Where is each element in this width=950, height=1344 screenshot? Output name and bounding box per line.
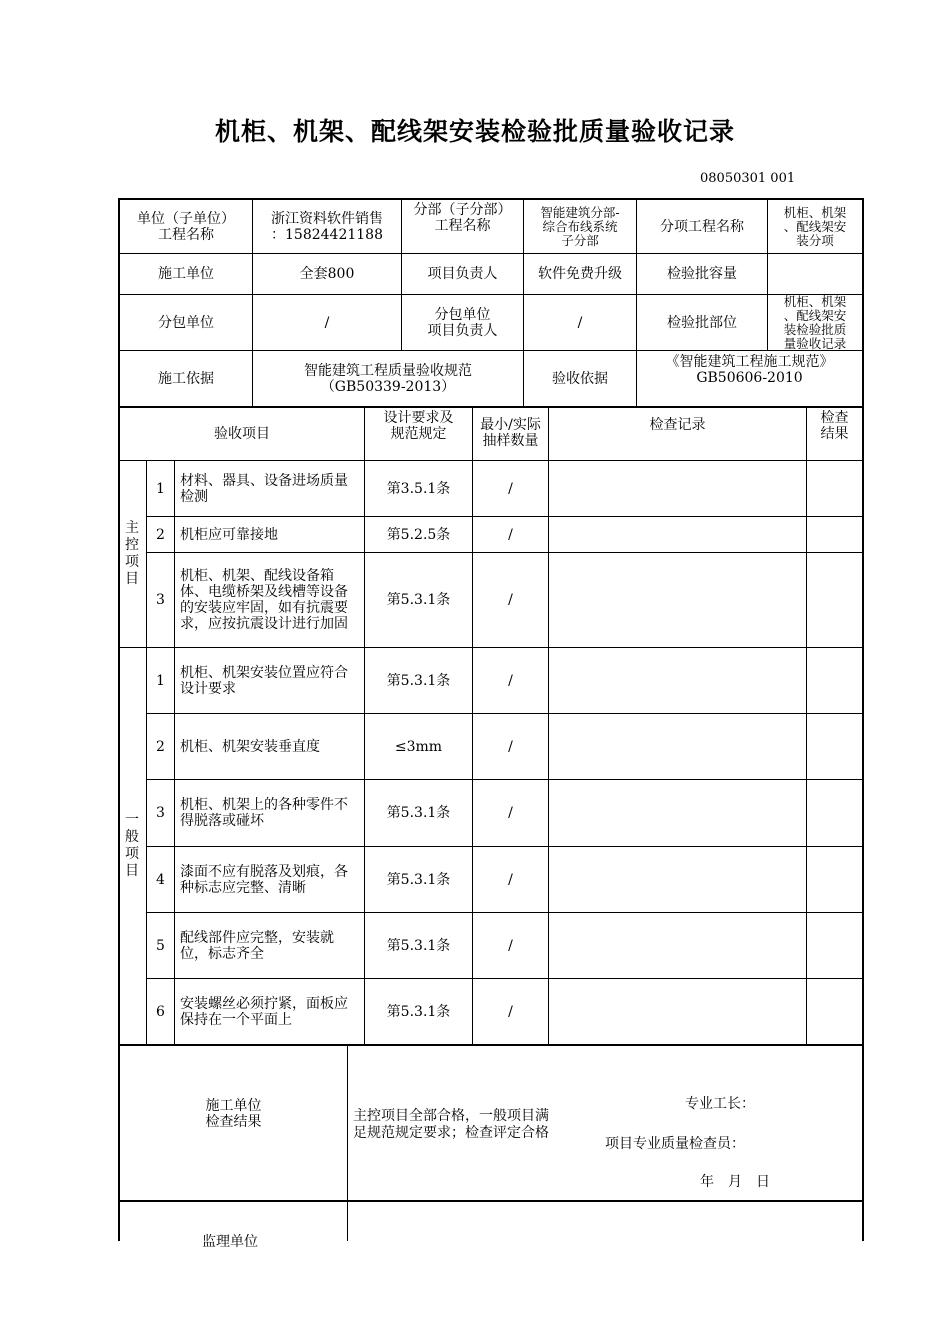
construction-check-conclusion: 主控项目全部合格，一般项目满 足规范规定要求；检查评定合格 — [353, 1108, 549, 1141]
unit-name-label: 单位（子单位） 工程名称 — [137, 210, 235, 243]
sub-unit-value: / — [324, 314, 330, 331]
check-date-label: 年 月 日 — [700, 1174, 770, 1190]
general-row-item: 安装螺丝必须拧紧，面板应保持在一个平面上 — [180, 995, 348, 1028]
col-result-header: 检查 结果 — [820, 410, 849, 442]
sub-unit-label: 分包单位 — [158, 314, 214, 331]
general-row-requirement: 第5.3.1条 — [386, 805, 451, 821]
subdivision-label: 分部（子分部） 工程名称 — [413, 202, 512, 234]
main-row-sample: / — [508, 526, 513, 543]
batch-capacity-label: 检验批容量 — [667, 266, 737, 282]
constructor-value: 全套800 — [299, 266, 355, 282]
subdivision-value: 智能建筑分部- 综合布线系统 子分部 — [540, 204, 620, 248]
general-row-sample: / — [508, 672, 513, 689]
main-row-item: 材料、器具、设备进场质量检测 — [180, 472, 348, 505]
general-row-no: 5 — [156, 937, 165, 954]
main-row-requirement: 第5.3.1条 — [386, 592, 451, 608]
general-row-no: 1 — [156, 672, 165, 689]
general-row-requirement: 第5.3.1条 — [386, 937, 451, 954]
general-row-sample: / — [508, 1003, 513, 1020]
general-row-no: 2 — [156, 738, 165, 755]
col-record-header: 检查记录 — [649, 417, 706, 433]
general-row-requirement: ≤3mm — [394, 738, 443, 755]
main-row-no: 3 — [156, 592, 165, 608]
general-row-sample: / — [508, 805, 513, 821]
foreman-label: 专业工长： — [685, 1096, 755, 1112]
general-row-no: 3 — [156, 805, 165, 821]
acceptance-basis-value: 《智能建筑工程施工规范》 GB50606-2010 — [665, 354, 834, 386]
general-row-sample: / — [508, 937, 513, 954]
document-code: 08050301 001 — [700, 171, 796, 186]
col-requirement-header: 设计要求及 规范规定 — [383, 410, 454, 442]
construction-basis-value: 智能建筑工程质量验收规范 （GB50339-2013） — [304, 362, 472, 395]
general-row-item: 漆面不应有脱落及划痕，各种标志应完整、清晰 — [180, 863, 348, 896]
unit-name-value: 浙江资料软件销售 ：15824421188 — [271, 210, 383, 243]
main-items-group-label: 主控项目 — [125, 520, 139, 587]
col-item-header: 验收项目 — [214, 426, 270, 442]
general-row-no: 4 — [156, 871, 165, 888]
main-row-no: 2 — [156, 526, 165, 543]
general-row-item: 机柜、机架上的各种零件不得脱落或碰坏 — [180, 797, 348, 829]
item-name-value: 机柜、机架 、配线架安 装分项 — [783, 204, 847, 248]
general-row-requirement: 第5.3.1条 — [386, 672, 451, 689]
inspection-table — [118, 198, 864, 1250]
item-name-label: 分项工程名称 — [660, 218, 744, 235]
main-row-sample: / — [508, 480, 513, 497]
construction-check-label: 施工单位 检查结果 — [205, 1098, 262, 1130]
general-row-sample: / — [508, 738, 513, 755]
batch-location-label: 检验批部位 — [667, 314, 737, 331]
general-row-item: 配线部件应完整，安装就位，标志齐全 — [180, 929, 334, 962]
main-row-requirement: 第5.2.5条 — [386, 526, 451, 543]
general-items-group-label: 一般项目 — [125, 812, 139, 879]
project-manager-label: 项目负责人 — [427, 266, 498, 282]
main-row-item: 机柜、机架、配线设备箱体、电缆桥架及线槽等设备的安装应牢固，如有抗震要求，应按抗震设计进行加固 — [180, 568, 348, 632]
general-row-item: 机柜、机架安装垂直度 — [180, 738, 320, 755]
general-row-item: 机柜、机架安装位置应符合设计要求 — [180, 664, 348, 697]
project-manager-value: 软件免费升级 — [538, 266, 622, 282]
construction-basis-label: 施工依据 — [158, 370, 214, 387]
document-title: 机柜、机架、配线架安装检验批质量验收记录 — [214, 117, 735, 146]
general-row-requirement: 第5.3.1条 — [386, 1003, 451, 1020]
general-row-requirement: 第5.3.1条 — [386, 871, 451, 888]
main-row-item: 机柜应可靠接地 — [180, 526, 278, 543]
sub-pm-label: 分包单位 项目负责人 — [427, 306, 498, 339]
main-row-requirement: 第3.5.1条 — [386, 480, 451, 497]
general-row-no: 6 — [156, 1003, 165, 1020]
constructor-label: 施工单位 — [158, 266, 214, 282]
batch-capacity-value — [768, 254, 862, 294]
main-row-no: 1 — [156, 480, 165, 497]
sub-pm-value: / — [577, 314, 583, 331]
general-row-sample: / — [508, 871, 513, 888]
col-sample-header: 最小/实际 抽样数量 — [480, 417, 541, 449]
quality-inspector-label: 项目专业质量检查员： — [605, 1136, 745, 1152]
batch-location-value: 机柜、机架 、配线架安 装检验批质 量验收记录 — [783, 293, 847, 351]
main-row-sample: / — [508, 592, 513, 608]
supervision-label: 监理单位 — [202, 1234, 258, 1250]
acceptance-basis-label: 验收依据 — [552, 370, 608, 387]
